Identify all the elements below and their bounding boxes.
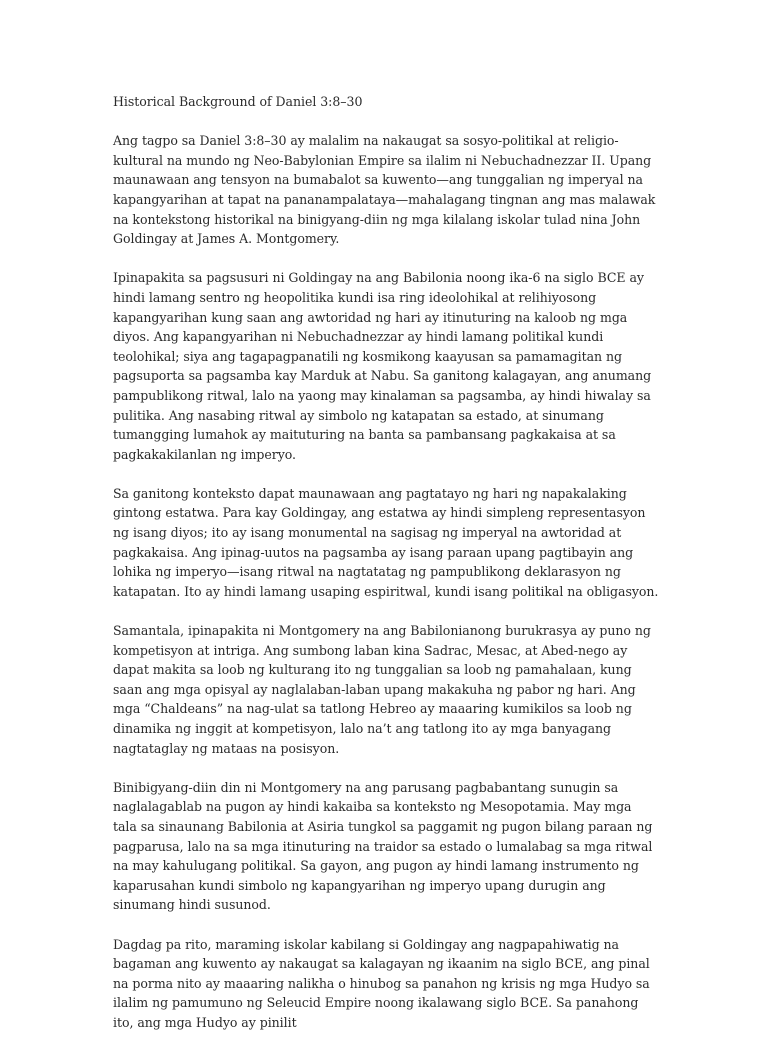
document-title: Historical Background of Daniel 3:8–30: [113, 94, 363, 109]
paragraph-6: Dagdag pa rito, maraming iskolar kabilang si Goldingay ang nagpapahiwatig na bagaman ang kuwento ay nakaugat sa kalagayan ng ikaanim na siglo BCE, ang pinal na porma nito ay maaaring nalikha o hinubog sa panahon ng krisis ng mga Hudyo sa ilalim ng pamumuno ng Seleucid Empire noong ikalawang siglo BCE. Sa panahong ito, ang mga Hudyo ay pinilit: [113, 936, 650, 1030]
paragraph-4: Samantala, ipinapakita ni Montgomery na ang Babilonianong burukrasya ay puno ng kompetisyon at intriga. Ang sumbong laban kina Sadrac, Mesac, at Abed-nego ay dapat makita sa loob ng kulturang ito ng tunggalian sa loob ng pamahalaan, kung saan ang mga opisyal ay naglalaban-laban upang makakuha ng pabor ng hari. Ang mga “Chaldeans” na nag-ulat sa tatlong Hebreo ay maaaring kumikilos sa loob ng dinamika ng inggit at kompetisyon, lalo na’t ang tatlong ito ay mga banyagang nagtataglay ng mataas na posisyon.: [113, 623, 651, 756]
document-page: [113, 92, 659, 1052]
paragraph-2: Ipinapakita sa pagsusuri ni Goldingay na ang Babilonia noong ika-6 na siglo BCE ay hindi lamang sentro ng heopolitika kundi isa ring ideolohikal at relihiyosong kapangyarihan kung saan ang awtoridad ng hari ay itinuturing na kaloob ng mga diyos. Ang kapangyarihan ni Nebuchadnezzar ay hindi lamang politikal kundi teolohikal; siya ang tagapagpanatili ng kosmikong kaayusan sa pamamagitan ng pagsuporta sa pagsamba kay Marduk at Nabu. Sa ganitong kalagayan, ang anumang pampublikong ritwal, lalo na yaong may kinalaman sa pagsamba, ay hindi hiwalay sa pulitika. Ang nasabing ritwal ay simbolo ng katapatan sa estado, at sinumang tumangging lumahok ay maituturing na banta sa pambansang pagkakaisa at sa pagkakakilanlan ng imperyo.: [113, 270, 652, 462]
paragraph-5: Binibigyang-diin din ni Montgomery na ang parusang pagbabantang sunugin sa naglalagablab na pugon ay hindi kakaiba sa konteksto ng Mesopotamia. May mga tala sa sinaunang Babilonia at Asiria tungkol sa paggamit ng pugon bilang paraan ng pagparusa, lalo na sa mga itinuturing na traidor sa estado o lumalabag sa mga ritwal na may kahulugang politikal. Sa gayon, ang pugon ay hindi lamang instrumento ng kaparusahan kundi simbolo ng kapangyarihan ng imperyo upang durugin ang sinumang hindi susunod.: [113, 779, 653, 913]
paragraph-3: Sa ganitong konteksto dapat maunawaan ang pagtatayo ng hari ng napakalaking gintong estatwa. Para kay Goldingay, ang estatwa ay hindi simpleng representasyon ng isang diyos; ito ay isang monumental na sagisag ng imperyal na awtoridad at pagkakaisa. Ang ipinag-uutos na pagsamba ay isang paraan upang pagtibayin ang lohika ng imperyo—isang ritwal na nagtatatag ng pampublikong deklarasyon ng katapatan. Ito ay hindi lamang usaping espiritwal, kundi isang politikal na obligasyon.: [113, 485, 659, 599]
paragraph-1: Ang tagpo sa Daniel 3:8–30 ay malalim na nakaugat sa sosyo-politikal at religio-kultural na mundo ng Neo-Babylonian Empire sa ilalim ni Nebuchadnezzar II. Upang maunawaan ang tensyon na bumabalot sa kuwento—ang tunggalian ng imperyal na kapangyarihan at tapat na pananampalataya—mahalagang tingnan ang mas malawak na kontekstong historikal na binigyang-diin ng mga kilalang iskolar tulad nina John Goldingay at James A. Montgomery.: [113, 133, 656, 247]
